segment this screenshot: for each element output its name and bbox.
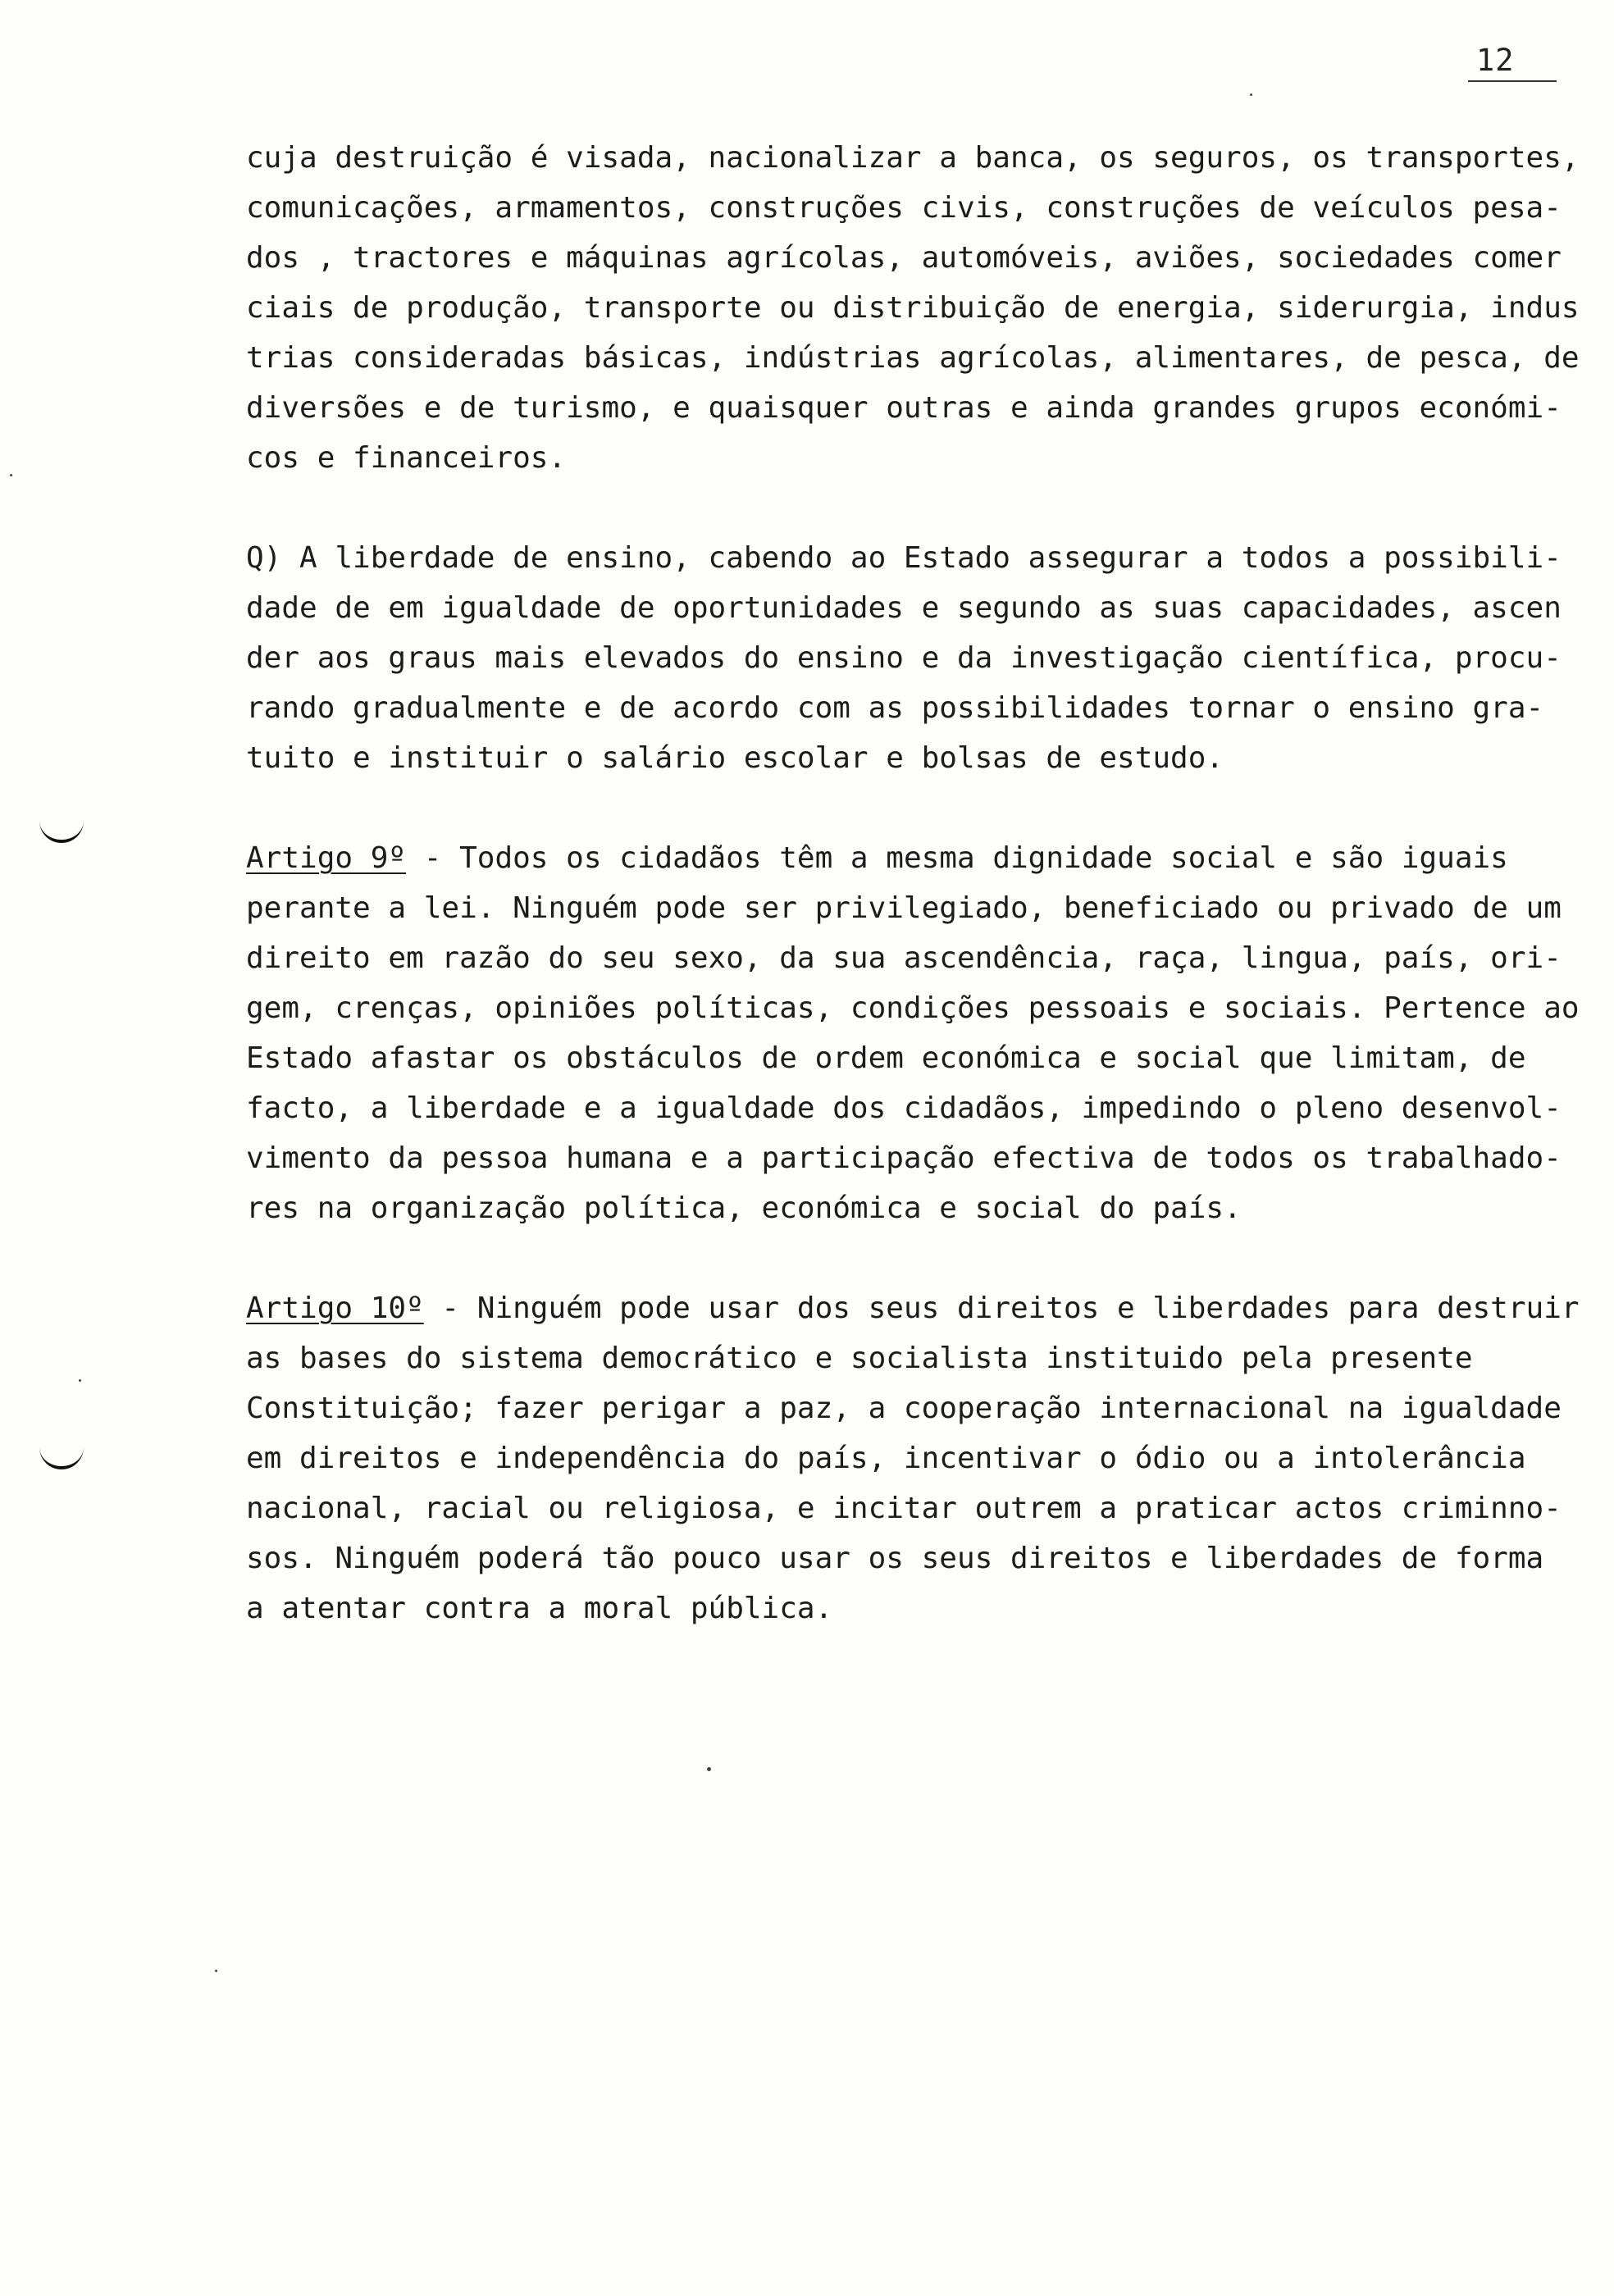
scan-speck <box>79 1379 81 1382</box>
text-line: a atentar contra a moral pública. <box>246 1592 833 1625</box>
text-line: cos e financeiros. <box>246 441 567 475</box>
text-line: nacional, racial ou religiosa, e incitar outrem a praticar actos criminno- <box>246 1492 1562 1525</box>
text-line: gem, crenças, opiniões políticas, condições pessoais e sociais. Pertence ao <box>246 991 1580 1025</box>
text-line: Estado afastar os obstáculos de ordem económica e social que limitam, de <box>246 1041 1526 1075</box>
text-line: tuito e instituir o salário escolar e bolsas de estudo. <box>246 741 1224 775</box>
text-line: sos. Ninguém poderá tão pouco usar os seus direitos e liberdades de forma <box>246 1542 1544 1575</box>
scan-speck <box>707 1767 711 1771</box>
text-line: res na organização política, económica e social do país. <box>246 1191 1242 1225</box>
scan-speck <box>10 474 12 476</box>
text-line: trias consideradas básicas, indústrias agrícolas, alimentares, de pesca, de <box>246 341 1580 375</box>
text-line: cuja destruição é visada, nacionalizar a banca, os seguros, os transportes, <box>246 141 1580 175</box>
text-line: Q) A liberdade de ensino, cabendo ao Estado assegurar a todos a possibili- <box>246 541 1562 575</box>
page-number: 12 <box>1476 43 1515 78</box>
article-9-first-line <box>246 833 1508 883</box>
page-number-underline <box>1468 80 1557 82</box>
punch-hole-mark <box>39 818 84 843</box>
article-9-heading: Artigo 9º <box>246 841 407 875</box>
text-line: diversões e de turismo, e quaisquer outras e ainda grandes grupos económi- <box>246 391 1562 425</box>
scan-speck <box>1250 93 1252 96</box>
article-10-lead: - Ninguém pode usar dos seus direitos e liberdades para destruir <box>423 1292 1580 1325</box>
text-line: perante a lei. Ninguém pode ser privilegiado, beneficiado ou privado de um <box>246 891 1562 925</box>
text-line: dade de em igualdade de oportunidades e segundo as suas capacidades, ascen <box>246 591 1562 625</box>
text-line: dos , tractores e máquinas agrícolas, automóveis, aviões, sociedades comer <box>246 241 1562 275</box>
text-line: vimento da pessoa humana e a participação efectiva de todos os trabalhado- <box>246 1141 1562 1175</box>
text-line: direito em razão do seu sexo, da sua ascendência, raça, lingua, país, ori- <box>246 941 1562 975</box>
scan-speck <box>215 1970 217 1972</box>
text-line: as bases do sistema democrático e socialista instituido pela presente <box>246 1342 1473 1375</box>
text-line: facto, a liberdade e a igualdade dos cidadãos, impedindo o pleno desenvol- <box>246 1091 1562 1125</box>
article-10-first-line <box>246 1283 1580 1333</box>
text-line: Constituição; fazer perigar a paz, a cooperação internacional na igualdade <box>246 1392 1562 1425</box>
text-line: ciais de produção, transporte ou distribuição de energia, siderurgia, indus <box>246 291 1580 325</box>
text-line: der aos graus mais elevados do ensino e da investigação científica, procu- <box>246 641 1562 675</box>
text-line: rando gradualmente e de acordo com as possibilidades tornar o ensino gra- <box>246 691 1544 725</box>
article-10-heading: Artigo 10º <box>246 1292 424 1325</box>
text-line: comunicações, armamentos, construções civis, construções de veículos pesa- <box>246 191 1562 225</box>
punch-hole-mark <box>39 1445 84 1469</box>
text-line: em direitos e independência do país, incentivar o ódio ou a intolerância <box>246 1442 1526 1475</box>
article-9-lead: - Todos os cidadãos têm a mesma dignidade social e são iguais <box>406 841 1508 875</box>
